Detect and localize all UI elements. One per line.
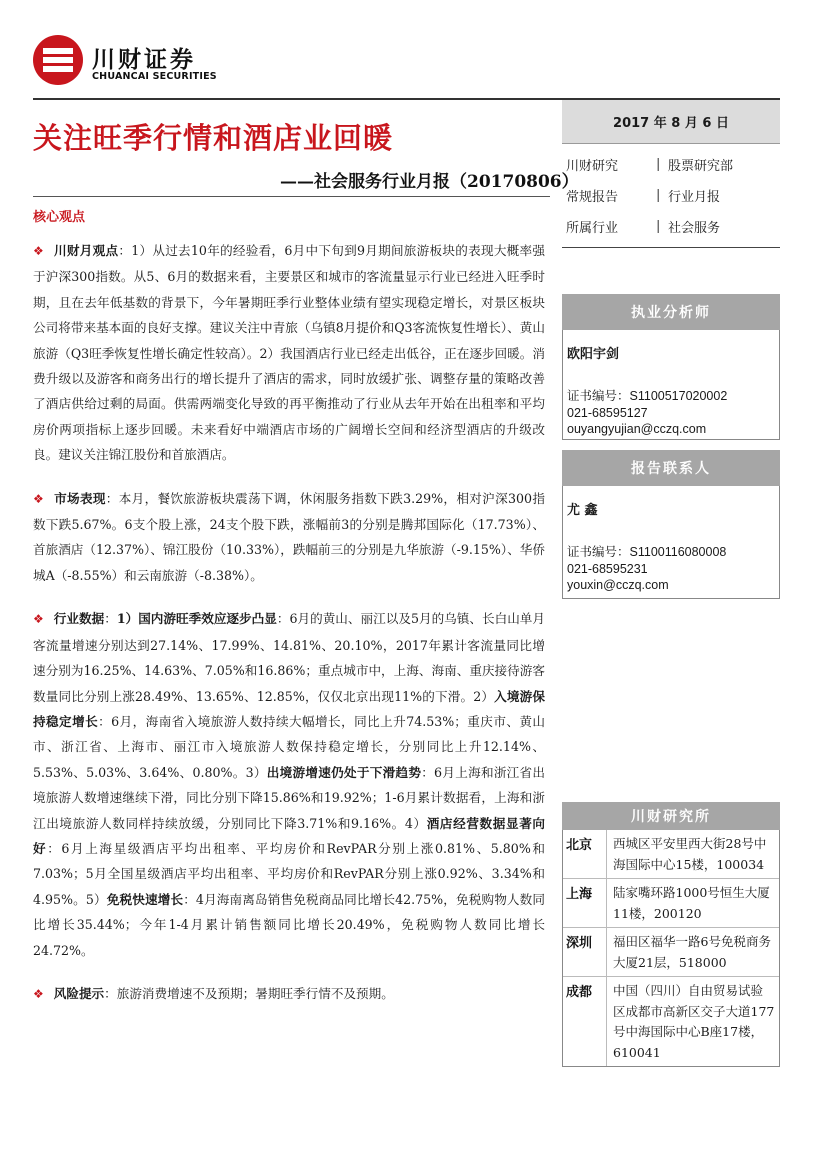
diamond-bullet-icon: ❖ — [33, 612, 44, 627]
highlight-duty-free: 免税快速增长 — [106, 891, 184, 907]
paragraph-text: ：6月，海南省入境旅游人数持续大幅增长，同比上升74.53%；重庆市、黄山市、浙江省、上海市、丽江市入境旅游人数保持稳定增长，分别同比上升12.14%、 5.53%、5.03%、3.64%、0.80%。3） — [33, 713, 545, 780]
office-city: 上海 — [563, 879, 607, 927]
paragraph-text: ：4月海南离岛销售免税商品同比增长42.75%，免税购物人数同比增长35.44%；今年1-4月累计销售额同比增长20.49%，免税购物人数同比增长24.72%。 — [33, 891, 545, 958]
office-city: 成都 — [563, 977, 607, 1066]
paragraph-lead: 市场表现 — [54, 490, 106, 506]
meta-value: 行业月报 — [668, 190, 721, 205]
institute-heading: 川财研究所 — [562, 802, 780, 830]
highlight-hotel: 酒店经营数据显著向好 — [33, 815, 545, 856]
meta-separator: | — [656, 188, 661, 203]
analyst-email[interactable]: ouyangyujian@cczq.com — [567, 422, 707, 436]
report-title: 关注旺季行情和酒店业回暖 — [33, 121, 394, 155]
meta-value: 社会服务 — [668, 221, 721, 236]
office-address: 中国（四川）自由贸易试验区成都市高新区交子大道177号中海国际中心B座17楼，610041 — [613, 983, 775, 1060]
paragraph-lead: 川财月观点 — [54, 243, 119, 258]
paragraph-text: ：6月的黄山、丽江以及5月的乌镇、长白山单月客流量增速分别达到27.14%、17.99%、14.81%、20.10%，2017年累计客流量同比增速分别为16.25%、14.63%、7.05%和16.86%；重点城市中，上海、海南、重庆接待游客数量同比分别上涨28.49%、13.65%、12.85%，仅仅北京出现11%的下滑。2） — [33, 611, 546, 704]
office-address: 陆家嘴环路1000号恒生大厦11楼，200120 — [613, 885, 770, 921]
office-row-shenzhen — [563, 928, 779, 977]
paragraph-industry-data — [33, 606, 545, 963]
analyst-name: 欧阳宇剑 — [567, 347, 620, 362]
paragraph-text: ：本月，餐饮旅游板块震荡下调，休闲服务指数下跌3.29%，相对沪深300指数下跌5.67%。6支个股上涨，24支个股下跌，涨幅前3的分别是腾邦国际化（17.73%）、首旅酒店（12.37%）、锦江股份（10.33%），跌幅前三的分别是九华旅游（-9.15%）、华侨城A（-8.55%）和云南旅游（-8.38%）。 — [33, 490, 545, 583]
analyst-phone: 021-68595127 — [567, 405, 648, 420]
meta-key: 川财研究 — [566, 159, 619, 174]
paragraph-text: ：1）从过去10年的经验看，6月中下旬到9月期间旅游板块的表现大概率强于沪深300指数。从5、6月的数据来看，主要景区和城市的客流量显示行业已经进入旺季时期，且在去年低基数的背景下，今年暑期旺季行业整体业绩有望实现稳定增长，对景区板块公司将带来基本面的良好支撑。建议关注中青旅（乌镇8月提价和Q3客流恢复性增长）、黄山旅游（Q3旺季恢复性增长确定性较高）。2）我国酒店行业已经走出低谷，正在逐步回暖。消费升级以及游客和商务出行的增长提升了酒店的需求，同时放缓扩张、调整存量的策略改善了酒店供给过剩的局面。供需两端变化导致的再平衡推动了行业从去年开始在出租率和平均房价两项指标上逐步回暖。未来看好中端酒店市场的广阔增长空间和经济型酒店的升级改良。建议关注锦江股份和首旅酒店。 — [33, 243, 545, 463]
highlight-outbound: 出境游增速仍处于下滑趋势 — [266, 764, 422, 780]
report-body — [33, 238, 545, 1025]
office-row-chengdu — [563, 977, 779, 1066]
office-address: 福田区福华一路6号免税商务大厦21层，518000 — [613, 934, 771, 970]
office-city: 北京 — [563, 830, 607, 878]
paragraph-market-performance — [33, 486, 545, 589]
paragraph-text: ：旅游消费增速不及预期；暑期旺季行情不及预期。 — [104, 985, 394, 1001]
diamond-bullet-icon: ❖ — [33, 986, 44, 1001]
meta-key: 常规报告 — [566, 190, 619, 205]
highlight-domestic: 1）国内游旺季效应逐步凸显 — [116, 611, 277, 627]
brand-name-en: CHUANCAI SECURITIES — [92, 71, 217, 82]
paragraph-text: ：6月上海星级酒店平均出租率、平均房价和RevPAR分别上涨0.81%、5.80%和7.03%；5月全国星级酒店平均出租率、平均房价和RevPAR分别上涨0.92%、3.34%和4.95%。5） — [33, 840, 545, 907]
office-row-beijing — [563, 830, 779, 879]
office-row-shanghai — [563, 879, 779, 928]
contact-card — [562, 486, 780, 599]
diamond-bullet-icon: ❖ — [33, 491, 45, 506]
paragraph-text: ： — [104, 611, 117, 627]
contact-heading: 报告联系人 — [562, 450, 780, 486]
report-date: 2017 年 8 月 6 日 — [562, 100, 780, 144]
analyst-cert: 证书编号：S1100517020002 — [567, 389, 728, 403]
report-subtitle: ——社会服务行业月报（20170806） — [280, 172, 579, 192]
contact-email[interactable]: youxin@cczq.com — [567, 578, 669, 592]
contact-cert: 证书编号：S1100116080008 — [567, 545, 727, 559]
title-divider — [33, 196, 550, 197]
brand-name-cn: 川财证券 — [92, 47, 196, 73]
paragraph-lead: 行业数据 — [53, 611, 105, 627]
meta-value: 股票研究部 — [668, 159, 734, 174]
meta-separator: | — [656, 157, 661, 172]
diamond-bullet-icon: ❖ — [33, 244, 45, 258]
analyst-card — [562, 330, 780, 440]
contact-name: 尤 鑫 — [567, 503, 598, 518]
meta-row — [562, 211, 780, 242]
chuancai-logo-icon — [33, 35, 83, 85]
institute-panel — [562, 802, 780, 1067]
analyst-heading: 执业分析师 — [562, 294, 780, 330]
paragraph-monthly-view — [33, 238, 545, 468]
office-address: 西城区平安里西大街28号中海国际中心15楼，100034 — [613, 836, 767, 872]
contact-phone: 021-68595231 — [567, 561, 648, 576]
meta-row — [562, 149, 780, 180]
paragraph-text: ：6月上海和浙江省出境旅游人数增速继续下滑，同比分别下降15.86%和19.92%；1-6月累计数据看，上海和浙江出境旅游人数同样持续放缓，分别同比下降3.71%和9.16%。4） — [33, 764, 546, 831]
paragraph-lead: 风险提示 — [53, 985, 105, 1001]
meta-key: 所属行业 — [566, 221, 619, 236]
office-table — [562, 830, 780, 1067]
office-city: 深圳 — [563, 928, 607, 976]
highlight-inbound: 入境游保持稳定增长 — [33, 688, 545, 729]
meta-row — [562, 180, 780, 211]
report-sidebar — [562, 100, 780, 599]
section-heading-core-views: 核心观点 — [33, 210, 86, 225]
meta-separator: | — [656, 219, 661, 234]
paragraph-risk-warning — [33, 981, 545, 1007]
